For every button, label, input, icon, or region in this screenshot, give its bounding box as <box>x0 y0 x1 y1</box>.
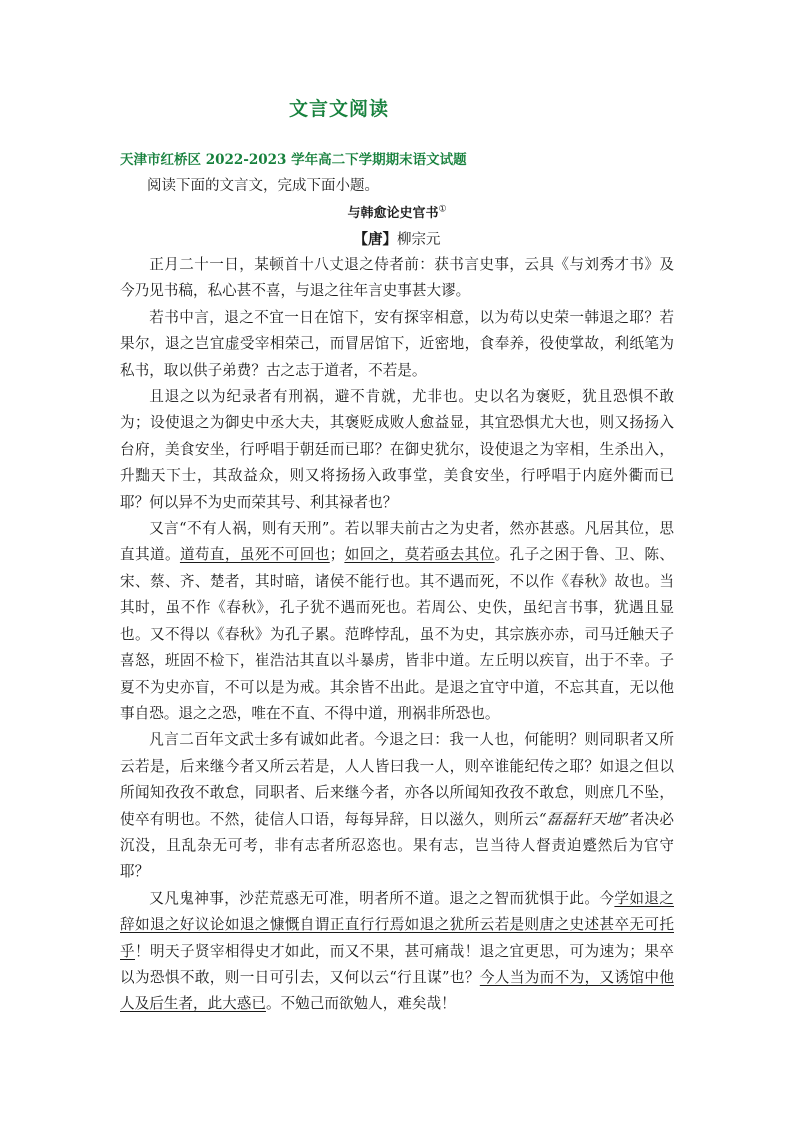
para4-text-b: ； <box>329 546 345 564</box>
para4-text-a: 又言“不有人祸，则有天刑”。若以罪夫前古之为史者，然亦甚惑。凡居其位，思直其道。 <box>120 520 674 564</box>
paragraph-4 <box>120 516 674 727</box>
instruction-text: 阅读下面的文言文，完成下面小题。 <box>147 178 379 194</box>
underlined-sentence-4: 今人当为而不为，又诱馆中他人及后生者，此大惑已 <box>120 968 674 1013</box>
paragraph-5 <box>120 727 674 885</box>
footnote-mark: ① <box>438 204 447 215</box>
underlined-sentence-2: 如回之，莫若亟去其位 <box>344 546 495 564</box>
paragraph-3: 且退之以为纪录者有刑祸，避不肯就，尤非也。史以名为褒贬，犹且恐惧不敢为；设使退之为御史中丞大夫，其褒贬成败人愈益显，其宜恐惧尤大也，则又扬扬入台府，美食安坐，行呼唱于朝廷而已耶？在御史犹尔，设使退之为宰相，生杀出入，升黜天下士，其敌益众，则又将扬扬入政事堂，美食安坐，行呼唱于内庭外衢而已耶？何以异不为史而荣其号、利其禄者也？ <box>120 388 674 511</box>
section-title: 文言文阅读 <box>289 98 390 120</box>
essay-body <box>120 252 674 1018</box>
underlined-sentence-3: 学如退之辞如退之好议论如退之慷慨自谓正直行行焉如退之犹所云若是则唐之史述甚卒无可托乎 <box>120 889 674 960</box>
author-name: 柳宗元 <box>397 232 441 248</box>
dynasty: 【唐】 <box>353 231 397 248</box>
exam-source: 天津市红桥区 2022-2023 学年高二下学期期末语文试题 <box>120 152 467 168</box>
author-line <box>0 228 794 249</box>
para6-text-b: ！明天子贤宰相得史才如此，而又不果，甚可痛哉！退之宜更思，可为速为；果卒以为恐惧不敢，则一日可引去，又何以云“行且谋”也？ <box>120 942 674 986</box>
quoted-phrase: “磊磊轩天地” <box>538 810 630 828</box>
paragraph-6 <box>120 886 674 1018</box>
essay-title-text: 与韩愈论史官书 <box>347 206 439 221</box>
essay-title <box>0 202 794 221</box>
paragraph-2: 若书中言，退之不宜一日在馆下，安有探宰相意，以为苟以史荣一韩退之耶？若果尔，退之岂宜虚受宰相荣己，而冒居馆下，近密地，食奉养，役使掌故，利纸笔为私书，取以供子弟费？古之志于道者，不若是。 <box>120 308 674 379</box>
para6-text-c: 。不勉己而欲勉人，难矣哉！ <box>265 995 456 1013</box>
para4-text-c: 。孔子之困于鲁、卫、陈、宋、蔡、齐、楚者，其时暗，诸侯不能行也。其不遇而死，不以作《春秋》故也。当其时，虽不作《春秋》，孔子犹不遇而死也。若周公、史佚，虽纪言书事，犹遇且显也。又不得以《春秋》为孔子累。范晔悖乱，虽不为史，其宗族亦赤，司马迁触天子喜怒，班固不检下，崔浩沽其直以斗暴虏，皆非中道。左丘明以疾盲，出于不幸。子夏不为史亦盲，不可以是为戒。其余皆不出此。是退之宜守中道，不忘其直，无以他事自恐。退之之恐，唯在不直、不得中道，刑祸非所恐也。 <box>120 546 674 722</box>
para5-text-a: 凡言二百年文武士多有诚如此者。今退之曰：我一人也，何能明？则同职者又所云若是，后来继今者又所云若是，人人皆曰我一人，则卒谁能纪传之耶？如退之但以所闻知孜孜不敢怠，同职者、后来继今者，亦各以所闻知孜孜不敢怠，则庶几不坠，使卒有明也。不然，徒信人口语，每每异辞，日以滋久，则所云 <box>120 731 674 828</box>
para6-text-a: 又凡鬼神事，沙茫荒惑无可准，明者所不道。退之之智而犹惧于此。今 <box>149 889 615 907</box>
paragraph-1: 正月二十一日，某顿首十八丈退之侍者前：获书言史事，云具《与刘秀才书》及今乃见书稿，私心甚不喜，与退之往年言史事甚大谬。 <box>120 256 674 300</box>
para5-text-b: 者决必沉没，且乱杂无可考，非有志者所忍恣也。果有志，岂当待人督责迫蹙然后为官守耶？ <box>120 810 674 881</box>
underlined-sentence-1: 道苟直，虽死不可回也 <box>179 546 330 564</box>
